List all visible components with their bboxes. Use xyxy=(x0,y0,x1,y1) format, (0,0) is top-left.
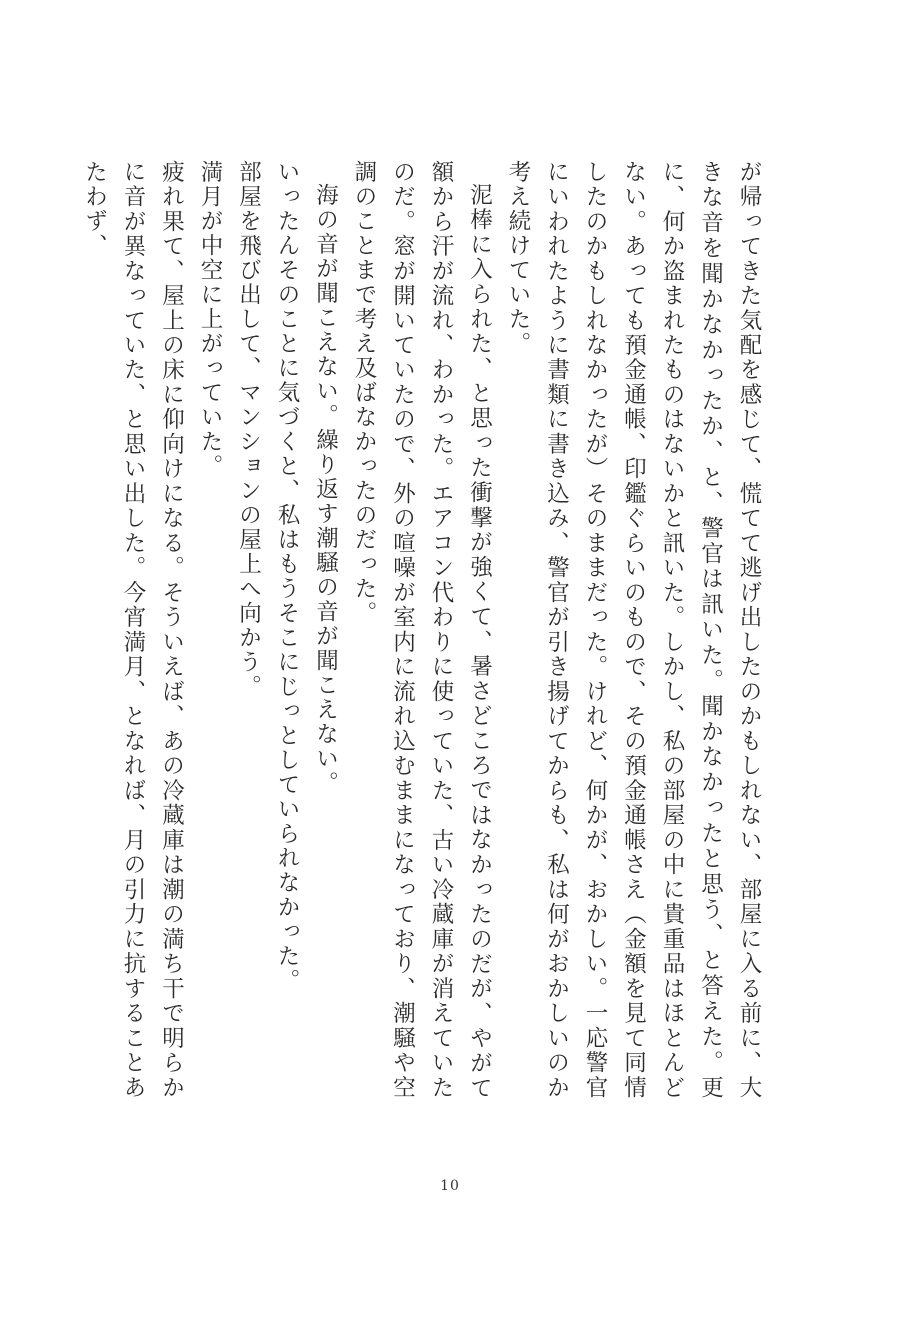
paragraph-3: 海の音が聞こえない。繰り返す潮騒の音が聞こえない。 xyxy=(312,182,339,795)
paragraph-1: が帰ってきた気配を感じて、慌てて逃げ出したのかもしれない、部屋に入る前に、大きな音を聞かなかったか、と、警官は訊いた。聞かなかったと思う、と答えた。更に、何か盗まれたものはないかと訊いた。しかし、私の部屋の中に貴重品はほとんどない。あっても預金通帳、印鑑ぐらいのもので、その預金通帳さえ（金額を見て同情したのかもしれなかったが）そのままだった。けれど、何かが、おかしい。一応警官にいわれたように書類に書き込み、警官が引き揚げてからも、私は何がおかしいのか考え続けていた。 xyxy=(505,160,762,1100)
paragraph-6: 満月が中空に上がっていた。 xyxy=(197,160,223,479)
page-number: 10 xyxy=(440,1178,460,1194)
paragraph-2: 泥棒に入られた、と思った衝撃が強くて、暑さどころではなかったのだが、やがて額から汗が流れ、わかった。エアコン代わりに使っていた、古い冷蔵庫が消えていたのだ。窓が開いていたので、外の喧噪が室内に流れ込むままになっており、潮騒や空調のことまで考え及ばなかったのだった。 xyxy=(351,160,493,1100)
body-text xyxy=(81,160,768,1100)
paragraph-5: 部屋を飛び出して、マンションの屋上へ向かう。 xyxy=(235,160,262,699)
paragraph-7: 疲れ果て、屋上の床に仰向けになる。そういえば、あの冷蔵庫は潮の満ち干で明らかに音が異なっていた、と思い出した。今宵満月、となれば、月の引力に抗することあたわず、 xyxy=(81,160,185,1100)
paragraph-4: いったんそのことに気づくと、私はもうそこにじっとしていられなかった。 xyxy=(274,160,300,993)
